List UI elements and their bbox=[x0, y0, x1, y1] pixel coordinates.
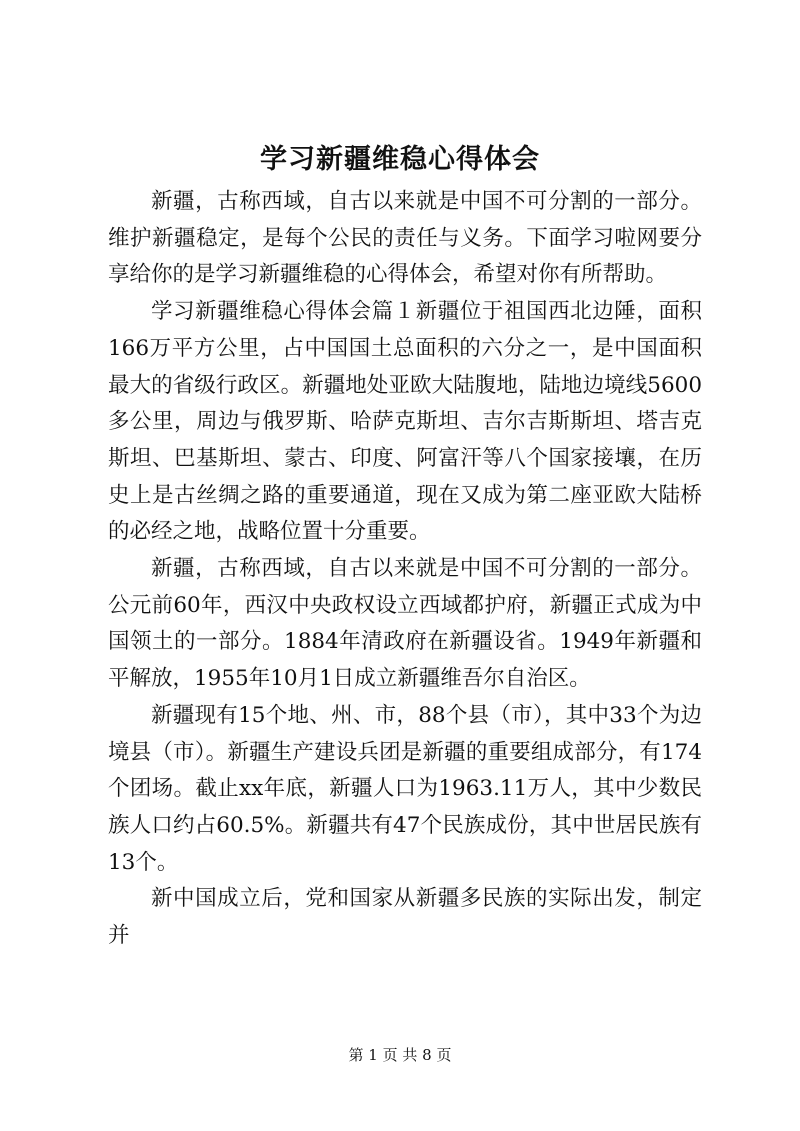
document-title: 学习新疆维稳心得体会 bbox=[260, 144, 540, 175]
paragraph-3: 新疆，古称西域，自古以来就是中国不可分割的一部分。公元前60年，西汉中央政权设立西域都护府，新疆正式成为中国领土的一部分。1884年清政府在新疆设省。1949年新疆和平解放，1955年10月1日成立新疆维吾尔自治区。 bbox=[108, 556, 702, 692]
paragraph-2: 学习新疆维稳心得体会篇１新疆位于祖国西北边陲，面积166万平方公里，占中国国土总面积的六分之一，是中国面积最大的省级行政区。新疆地处亚欧大陆腹地，陆地边境线5600多公里，周边与俄罗斯、哈萨克斯坦、吉尔吉斯斯坦、塔吉克斯坦、巴基斯坦、蒙古、印度、阿富汗等八个国家接壤，在历史上是古丝绸之路的重要通道，现在又成为第二座亚欧大陆桥的必经之地，战略位置十分重要。 bbox=[108, 299, 702, 545]
page-footer: 第 1 页 共 8 页 bbox=[348, 1046, 452, 1064]
document-body bbox=[108, 184, 702, 955]
paragraph-1: 新疆，古称西域，自古以来就是中国不可分割的一部分。维护新疆稳定，是每个公民的责任与义务。下面学习啦网要分享给你的是学习新疆维稳的心得体会，希望对你有所帮助。 bbox=[108, 189, 702, 288]
paragraph-5: 新中国成立后，党和国家从新疆多民族的实际出发，制定并 bbox=[108, 886, 702, 949]
paragraph-4: 新疆现有15个地、州、市，88个县（市），其中33个为边境县（市）。新疆生产建设兵团是新疆的重要组成部分，有174个团场。截止xx年底，新疆人口为1963.11万人，其中少数民族人口约占60.5%。新疆共有47个民族成份，其中世居民族有13个。 bbox=[108, 702, 702, 875]
